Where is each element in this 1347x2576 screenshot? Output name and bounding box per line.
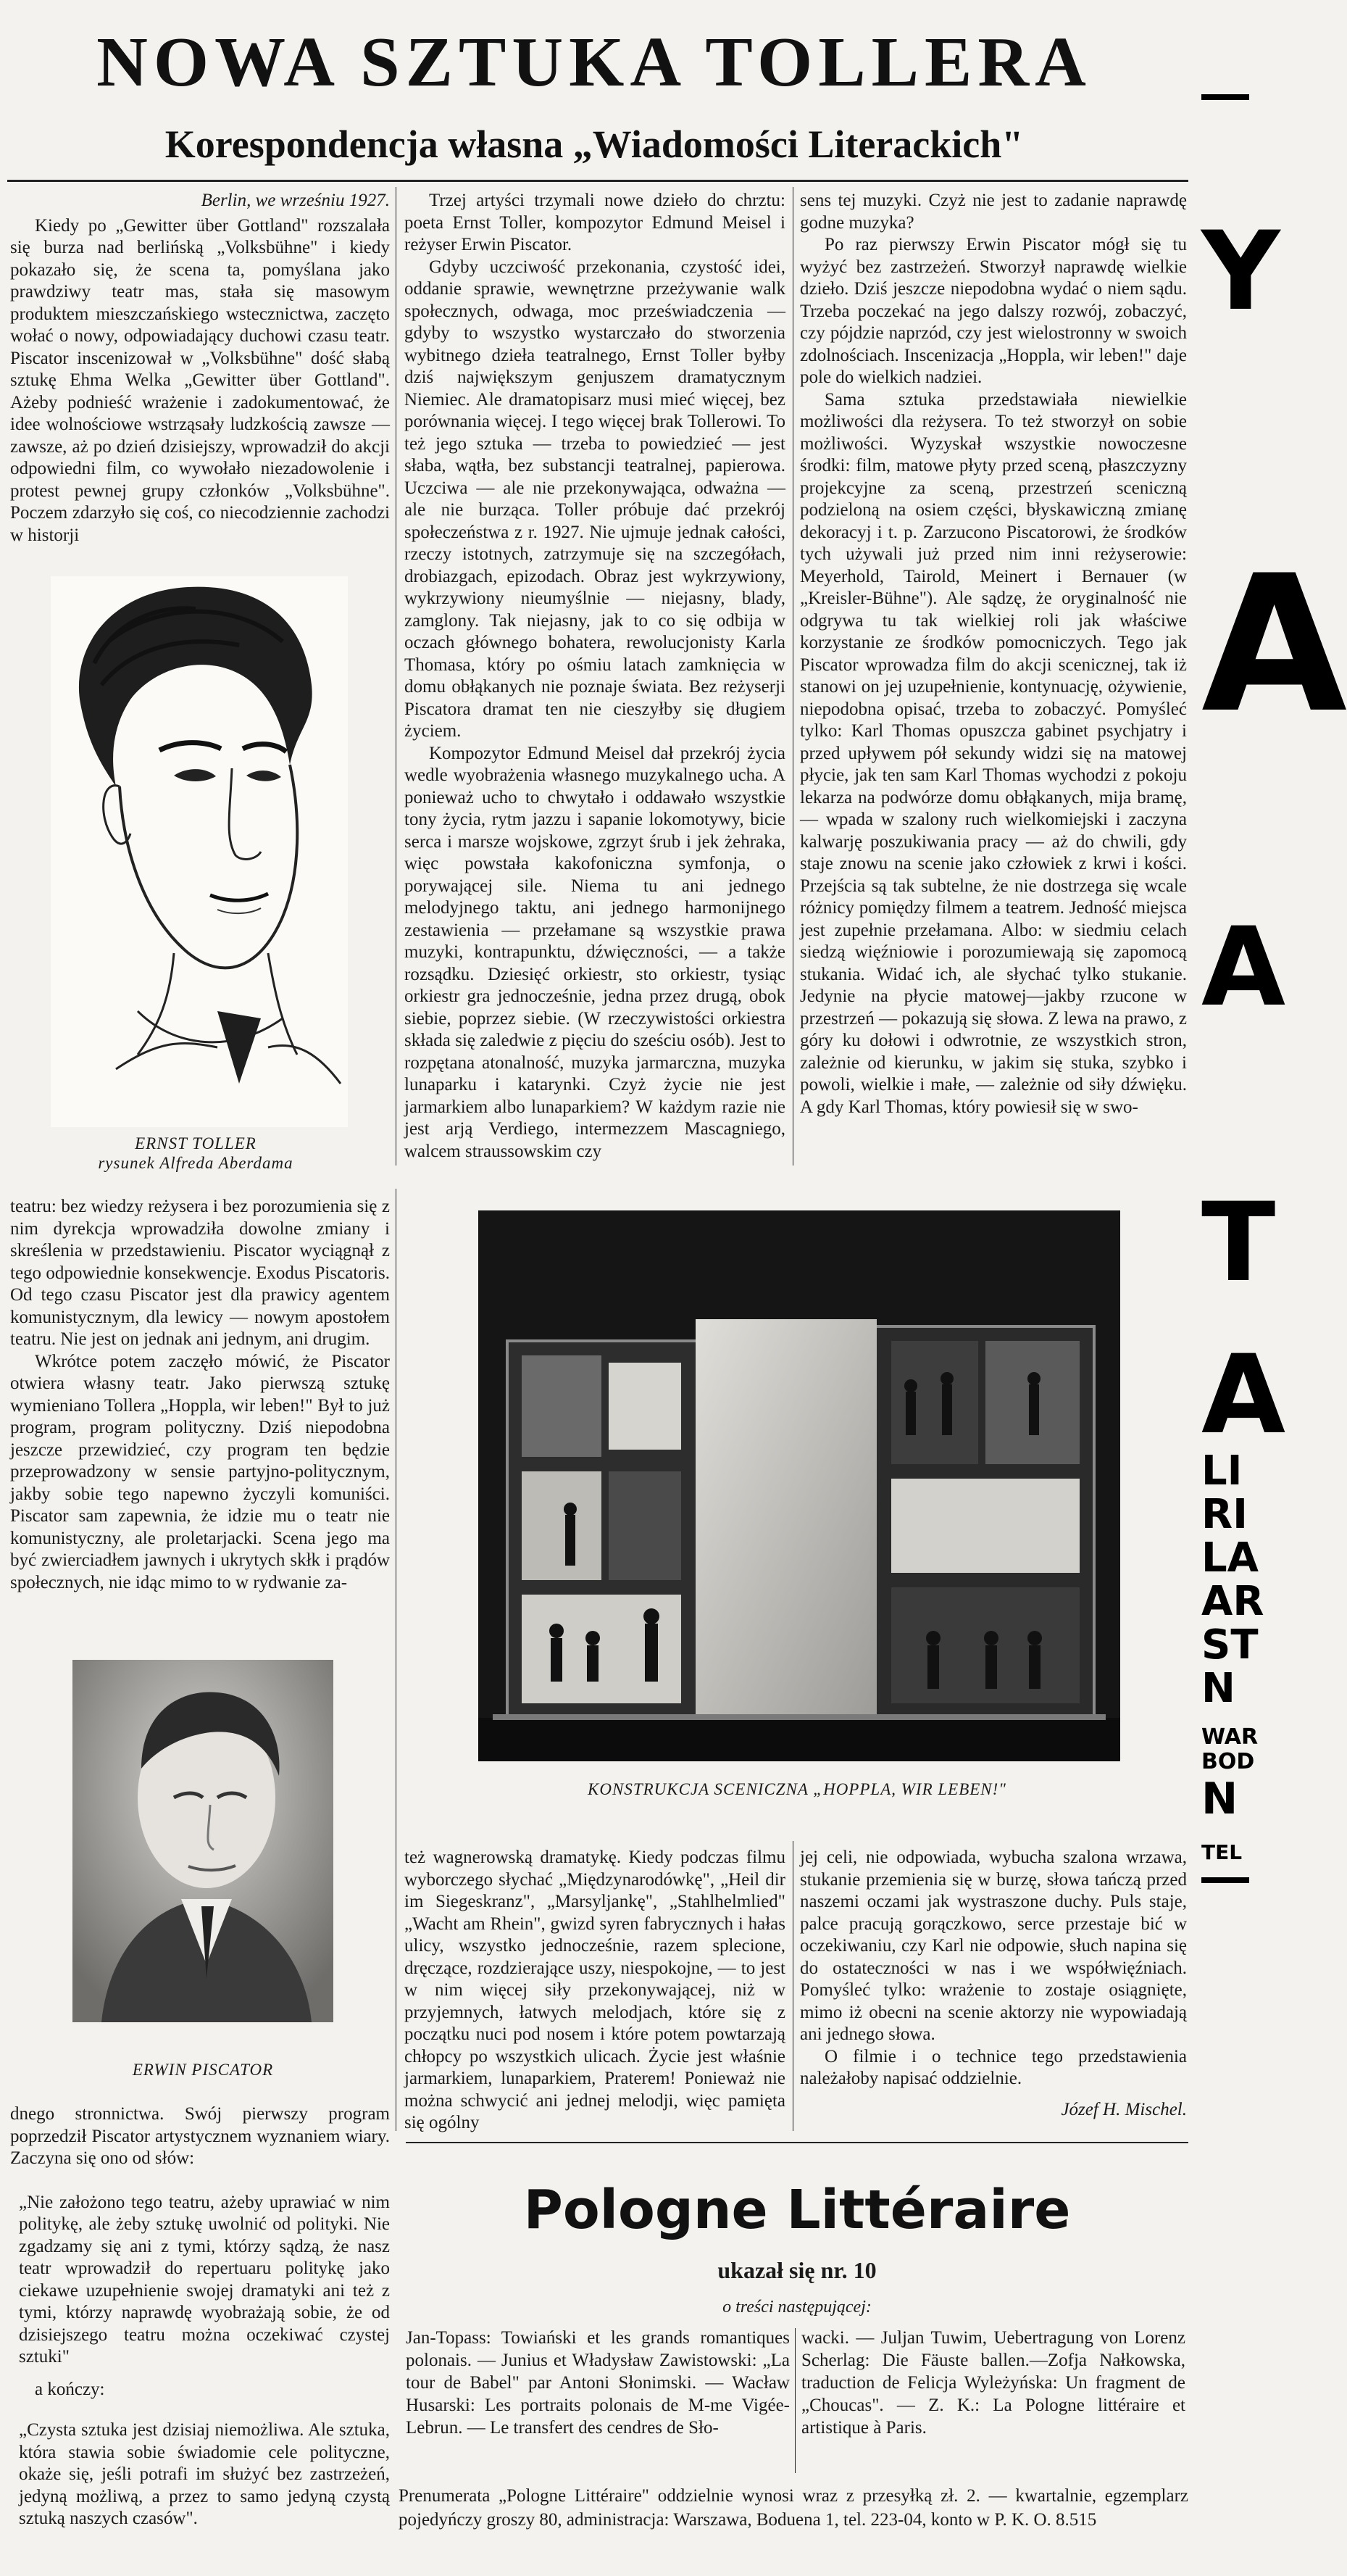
quote: „Czysta sztuka jest dzisiaj niemożliwa. Ale sztuka, która stawia sobie świadomie cele polityczne, okaże się, jeśli potrafi im służyć bez zastrzeżeń, jedyną możliwą, a przez to samo jedyną czystą sztuką naszych czasów". <box>19 2420 390 2528</box>
author-signature: Józef H. Mischel. <box>1061 2099 1187 2119</box>
strip-bar <box>1201 1877 1249 1883</box>
strip-letter: N <box>1201 1774 1238 1824</box>
column-1-bottom <box>10 2103 390 2575</box>
toller-portrait <box>51 576 348 1127</box>
strip-letter: N <box>1201 1665 1235 1712</box>
paragraph: sens tej muzyki. Czyż nie jest to zadanie naprawdę godne muzyka? <box>800 191 1187 233</box>
column-1-middle <box>10 1196 390 1660</box>
paragraph: O filmie i o technice tego przedstawienia należałoby napisać oddzielnie. <box>800 2046 1187 2088</box>
pologne-contents-text: wacki. — Juljan Tuwim, Uebertragung von Lorenz Scherlag: Die Fäuste ballen.—Zofja Nałkowska, traduction de Felicja Wyleżyńska: Un fragment de „Choucas". — Z. K.: La Pologne littéraire et artistique à Paris. <box>801 2328 1185 2438</box>
stage-construction-photo <box>478 1210 1120 1761</box>
strip-bar <box>1201 94 1249 100</box>
piscator-caption: ERWIN PISCATOR <box>132 2061 274 2079</box>
paragraph: Po raz pierwszy Erwin Piscator mógł się tu wyżyć bez zastrzeżeń. Stworzył naprawdę wielkie dzieło. Dziś jeszcze niepodobna wydać o niem sądu. Trzeba poczekać na jego dalszy rozwój, zobaczyć, czy pójdzie naprzód, czy jest wielostronny w swoich zdolnościach. Inscenizacja „Hoppla, wir leben!" daje pole do wielkich nadziei. <box>800 235 1187 387</box>
paragraph: a kończy: <box>35 2379 105 2399</box>
strip-letter: Y <box>1201 209 1280 335</box>
adjacent-page-strip <box>1196 0 1347 2576</box>
strip-letter: RI <box>1201 1491 1248 1538</box>
pologne-contents-right <box>801 2327 1185 2439</box>
paragraph: jej celi, nie odpowiada, wybucha szalona wrzawa, stukanie przemienia się w burzę, słowa tańczą przed naszemi oczami jak wystraszone duchy. Puls staje, palce pracują gorączkowo, serce przestaje bić w oczekiwaniu, czy Karl nie odpowie, słuch napina się do ostateczności w nas i we współwięźniach. Pomyśleć tylko: wrażenie to zostaje osiągnięte, mimo iż obecni na scenie aktorzy nie wypowiadają ani jednego słowa. <box>800 1848 1187 2044</box>
headline: NOWA SZTUKA TOLLERA <box>96 23 1092 101</box>
pologne-contents-left <box>406 2327 790 2439</box>
strip-letter: TEL <box>1201 1840 1243 1864</box>
pologne-issue: ukazał się nr. 10 <box>717 2257 877 2283</box>
strip-letter: LA <box>1201 1534 1259 1582</box>
pologne-contents-text: Jan-Topass: Towiański et les grands romantiques polonais. — Junius et Władysław Zawistowski: „La tour de Babel" par Antoni Słonimski. — Wacław Husarski: Les portraits polonais de M-me Vigée-Lebrun. — Le transfert des cendres de Sło- <box>406 2328 790 2438</box>
strip-letter: ST <box>1201 1621 1259 1669</box>
quote: „Nie założono tego teatru, ażeby uprawiać w nim politykę, ale żeby sztukę uwolnić od polityki. Nie zgadzamy się ani z tymi, którzy sądzą, że nasz teatr wprowadził do repertuaru politykę jako ciekawe uzupełnienie swojej dramatyki ani też z tymi, którzy naprawdę wyobrażają sobie, że od dzisiejszego teatru można oczekiwać czystej sztuki" <box>19 2192 390 2367</box>
column-3-bottom <box>800 1847 1187 2137</box>
paragraph: Gdyby uczciwość przekonania, czystość idei, oddanie sprawie, wewnętrzne przeżywanie walk społecznych, odwaga, moc przeświadczenia — gdyby to wszystko wystarczało do stworzenia wybitnego dzieła teatralnego, Ernst Toller byłby dziś największym genjuszem dramatycznym Niemiec. Ale dramatopisarz musi mieć więcej, bez porównania więcej. I tego więcej brak Tollerowi. To też jego sztuka — trzeba to powiedzieć — jest słaba, wątła, bez substancji teatralnej, papierowa. Uczciwa — ale nie przekonywająca, odważna — ale nie burząca. Toller próbuje dać przekrój społeczeństwa z r. 1927. Nie ujmuje jednak całości, rzeczy istotnych, zatrzymuje się na szczegółach, drobiazgach, epizodach. Obraz jest wykrzywiony, wykrzywiony nieumyślnie — niejasny, blady, zamglony. Tak niejasny, jak to co się odbija w oczach głównego bohatera, rewolucjonisty Karla Thomasa, który po ośmiu latach zamknięcia w domu obłąkanych nie poznaje świata. Bez reżyserji Piscatora dramat ten nie cieszyłby się długiem życiem. <box>404 257 785 741</box>
paragraph: Kiedy po „Gewitter über Gottland" rozszalała się burza nad berlińską „Volksbühne" i kiedy pokazało się, że scena ta, pomyślana jako prawdziwy teatr mas, stała się masowym produktem mieszczańskiego wstecznictwa, zaczęto wołać o nowy, odpowiadający duchowi czasu teatr. Piscator inscenizował w „Volksbühne" dość słabą sztukę Ehma Welka „Gewitter über Gottland". Ażeby podnieść wrażenie i zadokumentować, że idee wolnościowe wstrząsały ludzkością zawsze — zawsze, aż po dzień dzisiejszy, wprowadził do akcji odpowiedni film, co wywołało niezadowolenie i protest pewnej grupy członków „Volksbühne". Poczem zdarzyło się coś, co niecodziennie zachodzi w historji <box>10 215 390 545</box>
headline-rule <box>7 180 1188 182</box>
portrait-caption-credit: rysunek Alfreda Aberdama <box>98 1154 293 1172</box>
paragraph: Kompozytor Edmund Meisel dał przekrój życia wedle wyobrażenia własnego muzykalnego ucha. A ponieważ ucho to chwytało i oddawało wszystkie tony życia, rytm jazzu i sapanie lokomotywy, bicie serca i marsze wojskowe, zgrzyt śrub i jek żehraka, więc powstała kakofonicznа symfonja, o porywającej sile. Niema tu ani jednego melodyjnego taktu, ani jednego harmonijnego zestawienia — przełamane są wszystkie prawa muzyki, kontrapunktu, dźwięczności, — a także rozsądku. Dziesięć orkiestr, sto orkiestr, tysiąc orkiestr gra jednocześnie, jedna przez drugą, obok siebie, poprzez siebie. (W rzeczywistości orkiestra składa się zaledwie z pięciu do sześciu osób). Jest to rozpętana atonalność, muzyka jarmarczna, muzyka lunaparku i katarynki. Czyż życie nie jest jarmarkiem albo lunaparkiem? W każdym razie nie jest arją Verdiego, intermezzem Mascagniego, walcem straussowskim czy <box>404 743 785 1161</box>
stage-photo-caption: KONSTRUKCJA SCENICZNA „HOPPLA, WIR LEBEN!" <box>588 1780 1006 1798</box>
paragraph: Wkrótce potem zaczęło mówić, że Piscator otwiera własny teatr. Jako pierwszą sztukę wymieniano Tollera „Hoppla, wir leben!" Był to już program, program polityczny. Dziś niepodobna jeszcze przewidzieć, czy program ten będzie przeprowadzony w sensie partyjno-politycznym, jakby sobie tego napewno życzyli komuniści. Piscator sam zapewnia, że idzie mu o teatr nie komunistyczny, ale proletarjacki. Scena jego ma być zwierciadłem jawnych i ukrytych skłk i prądów społecznych, nie idąc mimo to w rydwanie za- <box>10 1351 390 1592</box>
pologne-contents-label: o treści następującej: <box>722 2298 872 2317</box>
pologne-column-rule <box>795 2328 796 2473</box>
strip-letter: AR <box>1201 1578 1264 1625</box>
strip-letter: A <box>1201 1332 1286 1458</box>
strip-letter: A <box>1201 536 1347 755</box>
portrait-caption-name: ERNST TOLLER <box>135 1134 257 1152</box>
strip-letter: BOD <box>1201 1749 1255 1774</box>
column-1-top <box>10 190 390 552</box>
strip-letter: WAR <box>1201 1724 1259 1750</box>
column-rule-5 <box>406 2142 1188 2143</box>
column-2-top <box>404 190 785 1168</box>
paragraph: dnego stronnictwa. Swój pierwszy program poprzedził Piscator artystycznem wyznaniem wiary. Zaczyna się ono od słów: <box>10 2104 390 2168</box>
paragraph: Trzej artyści trzymali nowe dzieło do chrztu: poeta Ernst Toller, kompozytor Edmund Meisel i reżyser Erwin Piscator. <box>404 191 785 254</box>
column-3-top <box>800 190 1187 1168</box>
strip-letter: A <box>1201 905 1286 1031</box>
strip-letter: LI <box>1201 1447 1243 1495</box>
paragraph: Sama sztuka przedstawiała niewielkie możliwości dla reżysera. To też stworzył on sobie możliwości. Wyzyskał wszystkie nowoczesne środki: film, matowe płyty przed sceną, płaszczyzny projekcyjne za sceną, przestrzeń sceniczną podzieloną na osiem części, błyskawiczną zmianę dekoracyj i t. p. Zarzucono Piscatorowi, że środków tych używali już przed nim inni reżyserowie: Meyerhold, Tairold, Meinert i Bernauer (w „Kreisler-Bühne"). Ale sądzę, że oryginalność nie odgrywa tu tak wielkiej roli jak właściwe korzystanie ze środków pomocniczych. Tego jak Piscator wprowadza film do akcji scenicznej, tak iż stanowi on jej uzupełnienie, kontynuację, ożywienie, niepodobna opisać, trzeba to zobaczyć. Pomyśleć tylko: Karl Thomas opuszcza gabinet psychjatry i przed upływem pół sekundy widzi się na matowej płycie, jak ten sam Karl Thomas wychodzi z pokoju lekarza na podwórze domu obłąkanych, mija bramę, — wpada w szalony ruch wielkomiejski i zaczyna kalwarję poszukiwania pracy — aż do chwili, gdy staje znowu na scenie jako człowiek z krwi i kości. Przejścia są tak subtelne, że nie dostrzega się wcale różnicy pomiędzy filmem a teatrem. Jedność miejsca jest zupełnie przełamana. Albo: w siedmiu celach siedzą więźniowie i porozumiewają się zapomocą stukania. Widać ich, ale słychać tylko stukanie. Jedynie na płycie matowej—jakby rzucone w przestrzeń — pokazują się słowa. Z lewa na prawo, z góry ku dołowi i odwrotnie, ze wszystkich stron, zależnie od kierunku, w jakim się stuka, szybko i powoli, wielkie i małe, — zależnie od siły dźwięku. A gdy Karl Thomas, który powiesił się w swo- <box>800 389 1187 1117</box>
pologne-subscription: Prenumerata „Pologne Littéraire" oddzielnie wynosi wraz z przesyłką zł. 2. — kwartalnie, egzemplarz pojedyńczy groszy 80, administracja: Warszawa, Boduena 1, tel. 223-04, konto w P. K. O. 8.515 <box>399 2486 1188 2530</box>
paragraph: teatru: bez wiedzy reżysera i bez porozumienia się z nim dyrekcja wprowadziła dowolne zmiany i skreślenia w przedstawieniu. Piscator wyciągnął z tego odpowiednie konsekwencje. Exodus Piscatoris. Od tego czasu Piscator jest dla prawicy agentem komunistycznym, dla lewicy — nowym apostołem teatru. Nie jest on jednak ani jednym, ani drugim. <box>10 1197 390 1349</box>
pologne-title: Pologne Littéraire <box>523 2179 1071 2241</box>
piscator-photo <box>72 1660 333 2022</box>
column-2-bottom <box>404 1847 785 2137</box>
paragraph: też wagnerowską dramatykę. Kiedy podczas filmu wyborczego słychać „Międzynarodówkę", „Heil dir im Siegeskranz", „Marsyljankę", „Stahlhelmlied" „Wacht am Rhein", gwizd syren fabrycznych i hałas ulicy, wszystko jednocześnie, razem splecione, dręczące, rozdzierające uszy, niespokojne, — to jest w nim więcej siły przekonywającej, niż w przyjemnych, łatwych melodjach, które się z początku nuci pod nosem i które potem powtarzają chłopcy po wszystkich ulicach. Życie jest właśnie jarmarkiem, lunaparkiem, Praterem! Ponieważ nie można schwycić ani jednej melodji, więc pamięta się ogólny <box>404 1848 785 2132</box>
dateline: Berlin, we wrześniu 1927. <box>201 191 390 210</box>
subheadline: Korespondencja własna „Wiadomości Literackich" <box>164 122 1024 166</box>
strip-letter: T <box>1201 1180 1276 1306</box>
